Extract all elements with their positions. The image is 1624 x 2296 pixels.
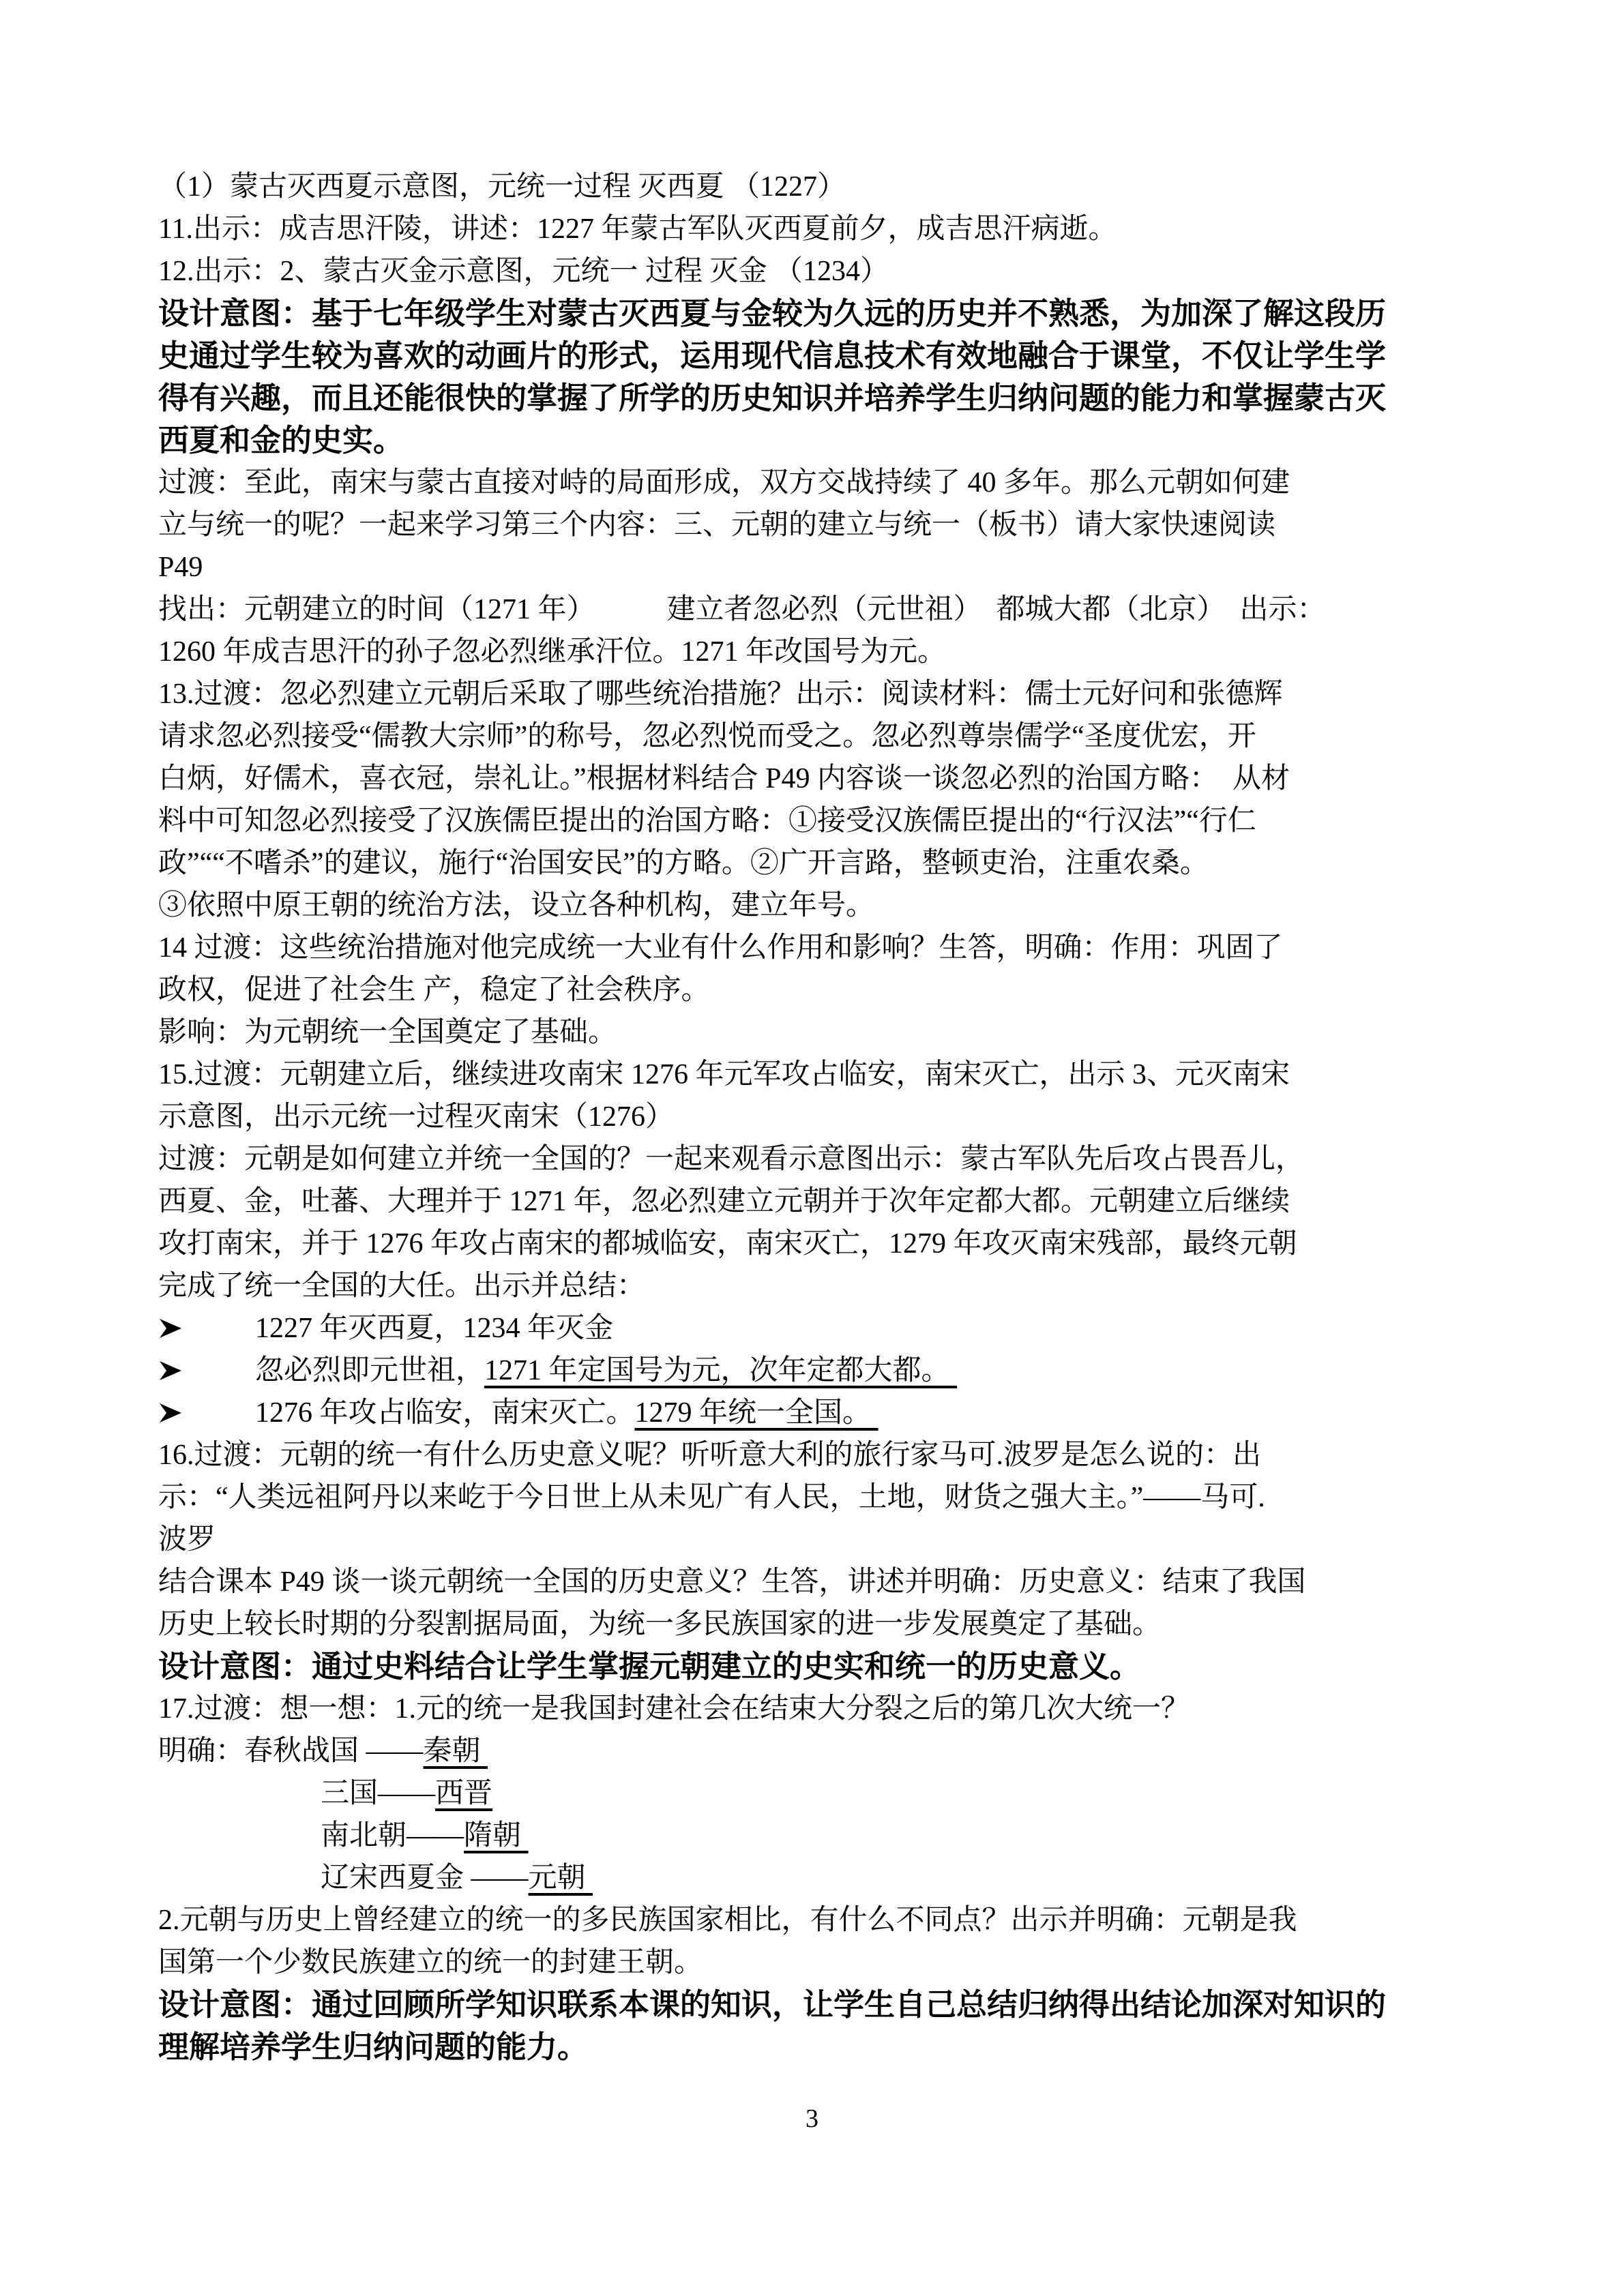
text-line (158, 546, 1471, 588)
text-run: 15.过渡：元朝建立后，继续进攻南宋 1276 年元军攻占临安，南宋灭亡，出示 3、元灭南宋 (158, 1059, 1290, 1090)
underlined-text: 1279 年统一全国。 (634, 1397, 879, 1429)
text-line (158, 1392, 1471, 1434)
text-run: 国第一个少数民族建立的统一的封建王朝。 (158, 1947, 703, 1978)
text-run: 忽必烈即元世祖， (255, 1355, 485, 1386)
text-run: 示：“人类远祖阿丹以来屹于今日世上从未见广有人民，土地，财货之强大主。”——马可. (158, 1482, 1265, 1513)
text-run: 明确：春秋战国 —— (158, 1735, 424, 1767)
text-line (158, 1223, 1471, 1265)
text-run: 1276 年攻占临安，南宋灭亡。 (255, 1397, 635, 1429)
underlined-text: 1271 年定国号为元，次年定都大都。 (484, 1355, 958, 1386)
text-run: 16.过渡：元朝的统一有什么历史意义呢？听听意大利的旅行家马可.波罗是怎么说的：出 (158, 1440, 1262, 1471)
text-run: 17.过渡：想一想：1.元的统一是我国封建社会在结束大分裂之后的第几次大统一？ (158, 1693, 1190, 1725)
text-run: 14 过渡：这些统治措施对他完成统一大业有什么作用和影响？生答，明确：作用：巩固了 (158, 932, 1283, 964)
text-run: 影响：为元朝统一全国奠定了基础。 (158, 1017, 617, 1048)
text-line (158, 1180, 1471, 1223)
text-run: 结合课本 P49 谈一谈元朝统一全国的历史意义？生答，讲述并明确：历史意义：结束了我国 (158, 1566, 1306, 1598)
text-line (158, 1476, 1471, 1519)
text-run: 南北朝—— (321, 1820, 464, 1851)
text-run: 请求忽必烈接受“儒教大宗师”的称号，忽必烈悦而受之。忽必烈尊崇儒学“圣度优宏，开 (158, 721, 1256, 752)
text-run: （1）蒙古灭西夏示意图，元统一过程 灭西夏 （1227） (158, 171, 846, 203)
text-line (158, 1603, 1471, 1645)
text-run: ③依照中原王朝的统治方法，设立各种机构，建立年号。 (158, 890, 875, 921)
text-line (158, 250, 1471, 293)
bullet-arrow-icon (158, 1392, 255, 1434)
text-run: 白炳，好儒术，喜衣冠，崇礼让。”根据材料结合 P49 内容谈一谈忽必烈的治国方略： 从材 (158, 763, 1290, 794)
text-run: 辽宋西夏金 —— (321, 1862, 529, 1894)
text-run: 理解培养学生归纳问题的能力。 (158, 2029, 589, 2064)
text-line (158, 758, 1471, 800)
text-run: 找出：元朝建立的时间（1271 年） 建立者忽必烈（元世祖） 都城大都（北京） 出示： (158, 594, 1326, 625)
text-line (158, 208, 1471, 250)
text-line (158, 1265, 1471, 1307)
text-line (158, 1519, 1471, 1561)
text-line (158, 1645, 1471, 1688)
text-run: 西夏、金，吐蕃、大理并于 1271 年，忽必烈建立元朝并于次年定都大都。元朝建立后继续 (158, 1186, 1290, 1217)
text-line (158, 1434, 1471, 1476)
text-run: 西夏和金的史实。 (158, 423, 404, 458)
text-run: 11.出示：成吉思汗陵，讲述：1227 年蒙古军队灭西夏前夕，成吉思汗病逝。 (158, 213, 1117, 245)
text-run: 得有兴趣，而且还能很快的掌握了所学的历史知识并培养学生归纳问题的能力和掌握蒙古灭 (158, 381, 1387, 415)
document-body (158, 166, 1471, 2068)
bullet-arrow-icon (158, 1350, 255, 1392)
text-line (158, 377, 1471, 419)
bullet-text (255, 1307, 613, 1350)
text-line (158, 504, 1471, 546)
text-line (158, 927, 1471, 969)
text-line (158, 1054, 1471, 1096)
text-line (158, 673, 1471, 715)
text-run: 13.过渡：忽必烈建立元朝后采取了哪些统治措施？出示：阅读材料：儒士元好问和张德辉 (158, 679, 1283, 710)
text-line (158, 631, 1471, 673)
text-line (158, 1307, 1471, 1350)
text-run: 政权，促进了社会生 产，稳定了社会秩序。 (158, 974, 710, 1006)
underlined-text: 隋朝 (464, 1820, 529, 1851)
text-line (158, 884, 1471, 927)
underlined-text: 元朝 (528, 1862, 593, 1894)
text-line (158, 335, 1471, 377)
text-line (158, 1899, 1471, 1941)
text-run: 过渡：元朝是如何建立并统一全国的？一起来观看示意图出示：蒙古军队先后攻占畏吾儿， (158, 1144, 1305, 1175)
text-run: 设计意图：通过史料结合让学生掌握元朝建立的史实和统一的历史意义。 (158, 1649, 1141, 1684)
text-line (158, 1011, 1471, 1054)
text-run: 2.元朝与历史上曾经建立的统一的多民族国家相比，有什么不同点？出示并明确：元朝是我 (158, 1905, 1297, 1936)
text-line (158, 588, 1471, 631)
text-run: 攻打南宋，并于 1276 年攻占南宋的都城临安，南宋灭亡，1279 年攻灭南宋残部，最终元朝 (158, 1228, 1297, 1259)
text-run: 立与统一的呢？一起来学习第三个内容：三、元朝的建立与统一（板书）请大家快速阅读 (158, 509, 1276, 541)
text-run: 设计意图：通过回顾所学知识联系本课的知识，让学生自己总结归纳得出结论加深对知识的 (158, 1987, 1387, 2022)
text-line (158, 1941, 1471, 1984)
underlined-text: 秦朝 (423, 1735, 488, 1767)
text-run: 史通过学生较为喜欢的动画片的形式，运用现代信息技术有效地融合于课堂，不仅让学生学 (158, 338, 1387, 373)
underlined-text: 西晋 (435, 1778, 493, 1809)
text-line (158, 800, 1471, 842)
text-line (158, 1730, 1471, 1772)
text-run: P49 (158, 552, 203, 583)
text-line (158, 1350, 1471, 1392)
text-run: 完成了统一全国的大任。出示并总结： (158, 1270, 646, 1302)
text-line (158, 2026, 1471, 2068)
text-line (158, 166, 1471, 208)
text-run: 设计意图：基于七年级学生对蒙古灭西夏与金较为久远的历史并不熟悉，为加深了解这段历 (158, 296, 1387, 331)
text-run: 12.出示：2、蒙古灭金示意图，元统一 过程 灭金 （1234） (158, 256, 889, 287)
text-run: 政”““不嗜杀”的建议，施行“治国安民”的方略。②广开言路，整顿吏治，注重农桑。 (158, 848, 1209, 879)
text-line (158, 1984, 1471, 2026)
text-run: 过渡：至此，南宋与蒙古直接对峙的局面形成，双方交战持续了 40 多年。那么元朝如何建 (158, 467, 1290, 498)
bullet-text (255, 1392, 879, 1434)
text-run: 料中可知忽必烈接受了汉族儒臣提出的治国方略：①接受汉族儒臣提出的“行汉法”“行仁 (158, 805, 1256, 837)
text-run: 1227 年灭西夏，1234 年灭金 (255, 1313, 614, 1344)
text-line (158, 1688, 1471, 1730)
text-line (158, 293, 1471, 335)
text-line (158, 969, 1471, 1011)
text-line (158, 419, 1471, 462)
text-line (158, 842, 1471, 884)
text-line (158, 1857, 1471, 1899)
page-number: 3 (806, 2104, 818, 2133)
text-line (158, 1772, 1471, 1815)
text-run: 历史上较长时期的分裂割据局面，为统一多民族国家的进一步发展奠定了基础。 (158, 1609, 1162, 1640)
text-line (158, 1561, 1471, 1603)
text-line (158, 462, 1471, 504)
text-run: 1260 年成吉思汗的孙子忽必烈继承汗位。1271 年改国号为元。 (158, 636, 947, 668)
text-run: 示意图，出示元统一过程灭南宋（1276） (158, 1101, 675, 1133)
text-run: 三国—— (321, 1778, 436, 1809)
text-line (158, 1096, 1471, 1138)
text-line (158, 1815, 1471, 1857)
bullet-arrow-icon (158, 1307, 255, 1350)
text-line (158, 1138, 1471, 1180)
bullet-text (255, 1350, 957, 1392)
text-run: 波罗 (158, 1524, 216, 1555)
text-line (158, 715, 1471, 758)
